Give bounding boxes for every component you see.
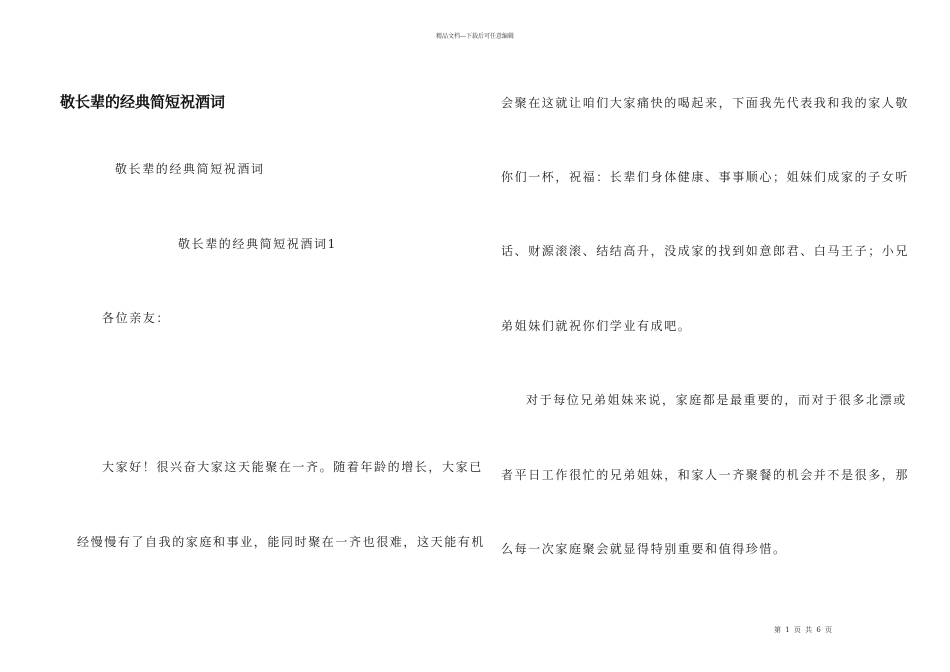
body-line: 么每一次家庭聚会就显得特别重要和值得珍惜。 bbox=[501, 542, 787, 556]
body-line: 者平日工作很忙的兄弟姐妹，和家人一齐聚餐的机会并不是很多，那 bbox=[501, 468, 910, 482]
page-number-footer: 第 1 页 共 6 页 bbox=[774, 626, 834, 634]
body-line: 话、财源滚滚、结结高升，没成家的找到如意郎君、白马王子；小兄 bbox=[501, 244, 910, 258]
subtitle-line: 敬长辈的经典简短祝酒词 bbox=[115, 162, 265, 176]
section-heading: 敬长辈的经典简短祝酒词1 bbox=[178, 237, 337, 251]
body-line: 大家好！很兴奋大家这天能聚在一齐。随着年龄的增长，大家已 bbox=[102, 460, 483, 474]
body-line: 对于每位兄弟姐妹来说，家庭都是最重要的，而对于很多北漂或 bbox=[526, 393, 907, 407]
body-line: 会聚在这就让咱们大家痛快的喝起来，下面我先代表我和我的家人敬 bbox=[501, 96, 910, 110]
document-title: 敬长辈的经典简短祝酒词 bbox=[60, 93, 226, 111]
salutation-line: 各位亲友： bbox=[102, 311, 171, 325]
body-line: 经慢慢有了自我的家庭和事业，能同时聚在一齐也很难，这天能有机 bbox=[77, 535, 486, 549]
body-line: 你们一杯，祝福：长辈们身体健康、事事顺心；姐妹们成家的子女听 bbox=[501, 170, 910, 184]
header-note: 精品文档---下载后可任意编辑 bbox=[435, 33, 515, 40]
body-line: 弟姐妹们就祝你们学业有成吧。 bbox=[501, 319, 692, 333]
